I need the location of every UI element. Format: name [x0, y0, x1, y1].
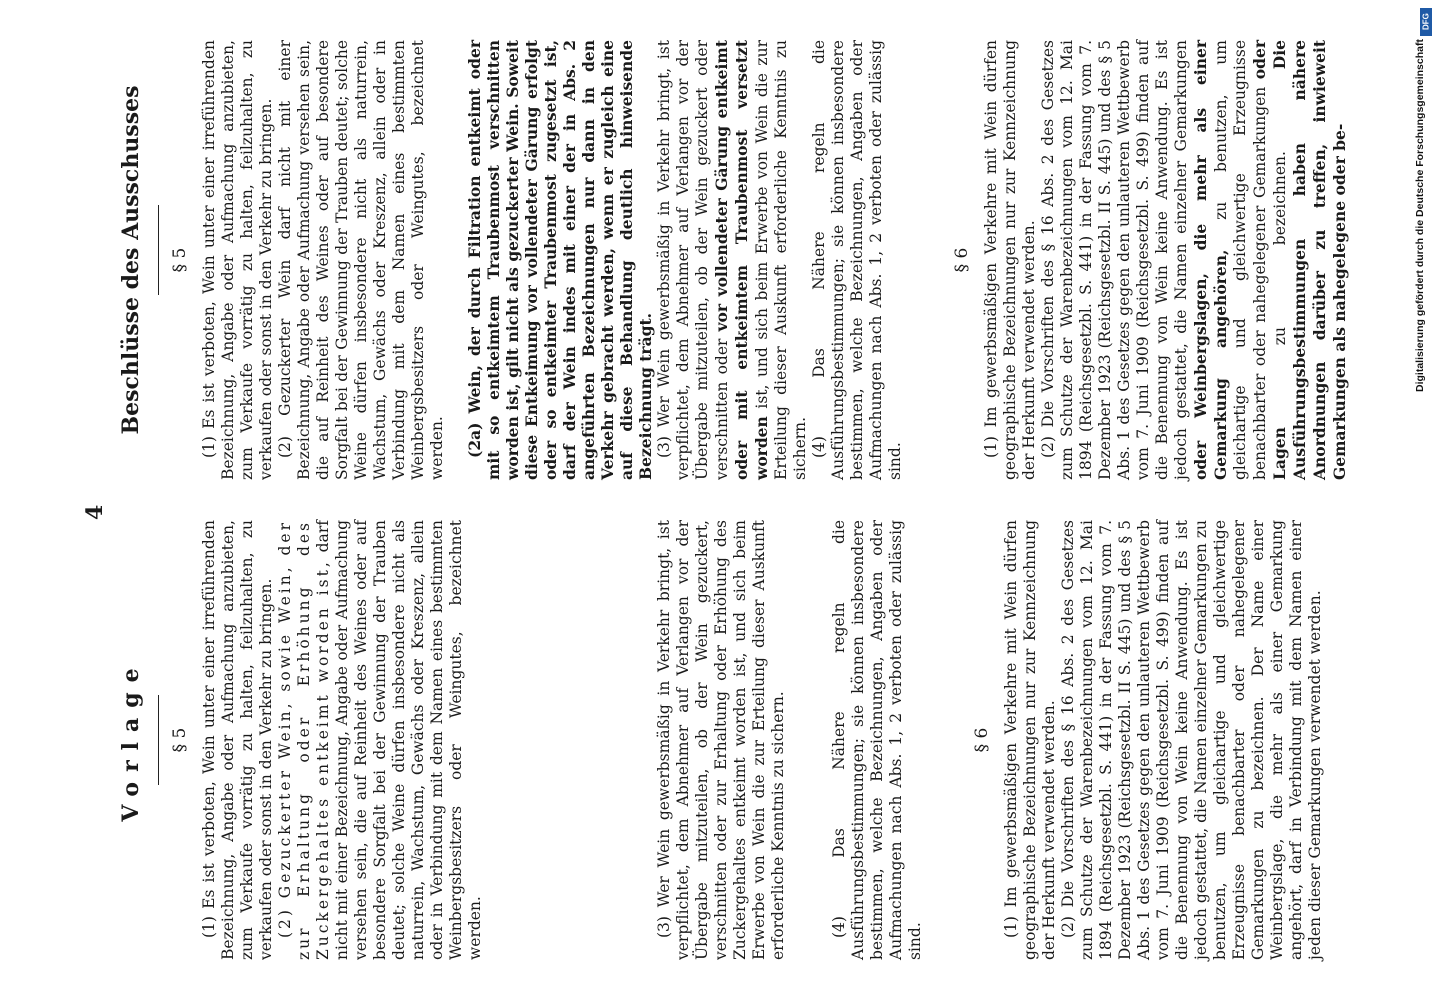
right-sec5-paragraph-1: (1) Es ist verboten, Wein unter einer irreführenden Bezeichnung, Angabe oder Aufmachung anzubieten, zum Verkaufe vorrätig zu halten, feilzuhalten, zu verkaufen oder sonst in den Verkehr zu bringen. [200, 40, 275, 480]
right-sec6-p2-part-c: zu benutzen, um gleichartige und gleichwertige Erzeugnisse benachbarter oder nahegelegener Gemarkungen [1212, 40, 1269, 480]
right-sec6-p2-amendment-2: oder Lagen [1250, 40, 1289, 480]
right-sec6-p2-part-e: zu bezeichnen. [1271, 69, 1289, 428]
right-sec5-p3-amendment: vor vollendeter Gärung entkeimt oder mit entkeimtem Traubenmost versetzt worden [712, 40, 771, 480]
right-sec5-paragraph-2a: (2a) Wein, der durch Filtration entkeimt oder mit so entkeimtem Traubenmost verschnitten worden ist, gilt nicht als gezuckerter Wein. Soweit diese Entkeimung vor vollendeter Gärung erfolgt oder so entkeimter Traubenmost zugesetzt ist, darf der Wein indes mit einer der in Abs. 2 angeführten Bezeichnungen nur dann in den Verkehr gebracht werden, wenn er zugleich eine auf diese Behandlung deutlich hinweisende Bezeichnung trägt. [465, 40, 655, 480]
left-sec5-paragraph-1: (1) Es ist verboten, Wein unter einer irreführenden Bezeichnung, Angabe oder Aufmachung anzubieten, zum Verkaufe vorrätig zu halten, feilzuhalten, zu verkaufen oder sonst in den Verkehr zu bringen. [200, 520, 275, 960]
right-sec5-paragraph-2: (2) Gezuckerter Wein darf nicht mit einer Bezeichnung, Angabe oder Aufmachung versehen sein, die auf Reinheit des Weines oder auf besondere Sorgfalt bei der Gewinnung der Trauben deutet; solche Weine dürfen insbesondere nicht als naturrein, Wachstum, Gewächs oder Kreszenz, allein oder in Verbindung mit dem Namen eines bestimmten Weinbergsbesitzers oder Weingutes, bezeichnet werden. [276, 40, 446, 480]
right-sec6-p2-amendment-1: oder Weinbergslagen, die mehr als einer Gemarkung angehören, [1191, 40, 1230, 480]
right-section-6-title: § 6 [952, 247, 972, 273]
left-section-5-title: § 5 [170, 727, 190, 753]
left-sec5-paragraph-2 [276, 520, 485, 960]
left-sec5-p2-spaced: (2) Gezuckerter Wein, sowie Wein, der zur Erhaltung oder Erhöhung des Zuckergehaltes entkeimt worden ist, [276, 520, 332, 960]
left-section-6-title: § 6 [972, 727, 992, 753]
digitization-sidebar [1408, 0, 1434, 1000]
right-heading-rule [158, 205, 159, 295]
right-sec6-p2-amendment-3: Die Ausführungsbestimmungen haben nähere Anordnungen darüber zu treffen, inwieweit Gemarkungen als nahegelegene oder be- [1270, 40, 1349, 480]
left-sec6-paragraph-1: (1) Im gewerbsmäßigen Verkehre mit Wein dürfen geographische Bezeichnungen nur zur Kennzeichnung der Herkunft verwendet werden. [1002, 520, 1058, 960]
left-column [165, 520, 1325, 960]
right-sec5-p3-start: (3) Wer Wein gewerbsmäßig in Verkehr bringt, ist verpflichtet, dem Abnehmer auf Verlangen vor der Übergabe mitzuteilen, ob der Wein gezuckert oder verschnitten oder [655, 40, 731, 480]
digitization-credit: Digitalisierung gefördert durch die Deutsche Forschungsgemeinschaft [1414, 39, 1426, 392]
right-sec6-paragraph-1: (1) Im gewerbsmäßigen Verkehre mit Wein dürfen geographische Bezeichnungen nur zur Kennzeichnung der Herkunft verwendet werden. [982, 40, 1038, 480]
right-sec6-p2-part-a: (2) Die Vorschriften des § 16 Abs. 2 des Gesetzes zum Schutze der Warenbezeichnungen vom 12. Mai 1894 (Reichsgesetzbl. S. 441) in der Fassung vom 7. Dezember 1923 (Reichsgesetzbl. II S. 445) und des § 5 Abs. 1 des Gesetzes gegen den unlauteren Wettbewerb vom 7. Juni 1909 (Reichsgesetzbl. S. 499) finden auf die Benennung von Wein keine Anwendung. Es ist jedoch gestattet, die Namen einzelner Gemarkungen [1039, 40, 1190, 480]
page-number: 4 [82, 504, 108, 520]
right-section-5-title: § 5 [170, 247, 190, 273]
right-sec5-p3-end: ist, und sich beim Erwerbe von Wein die zur Erteilung dieser Auskunft erforderliche Kenntnis zu sichern. [753, 40, 809, 480]
right-sec6-paragraph-2 [1039, 40, 1350, 480]
right-column [165, 40, 1350, 480]
left-column-heading: Vorlage [118, 658, 144, 822]
left-sec6-paragraph-2: (2) Die Vorschriften des § 16 Abs. 2 des Gesetzes zum Schutze der Warenbezeichnungen vom 12. Mai 1894 (Reichsgesetzbl. S. 441) in der Fassung vom 7. Dezember 1923 (Reichsgesetzbl. II S. 445) und des § 5 Abs. 1 des Gesetzes gegen den unlauteren Wettbewerb vom 7. Juni 1909 (Reichsgesetzbl. S. 499) finden auf die Benennung von Wein keine Anwendung. Es ist jedoch gestattet, die Namen einzelner Gemarkungen zu benutzen, um gleichartige und gleichwertige Erzeugnisse benachbarter oder nahegelegener Gemarkungen zu bezeichnen. Der Name einer Weinbergslage, die mehr als einer Gemarkung angehört, darf in Verbindung mit dem Namen einer jeden dieser Gemarkungen verwendet werden. [1059, 520, 1324, 960]
dfg-logo-icon: DFG [1420, 8, 1432, 36]
right-column-heading: Beschlüsse des Ausschusses [118, 85, 144, 435]
left-heading-rule [158, 695, 159, 785]
left-sec5-p2-rest: darf nicht mit einer Bezeichnung, Angabe oder Aufmachung versehen sein, die auf Reinheit des Weines oder auf besondere Sorgfalt bei der Gewinnung der Trauben deutet; solche Weine dürfen insbesondere nicht als naturrein, Wachstum, Gewächs oder Kreszenz, allein oder in Verbindung mit dem Namen eines bestimmten Weinbergsbesitzers oder Weingutes, bezeichnet werden. [314, 520, 484, 960]
left-sec5-paragraph-3: (3) Wer Wein gewerbsmäßig in Verkehr bringt, ist verpflichtet, dem Abnehmer auf Verlangen vor der Übergabe mitzuteilen, ob der Wein gezuckert, verschnitten oder zur Erhaltung oder Erhöhung des Zuckergehaltes entkeimt worden ist, und sich beim Erwerbe von Wein die zur Erteilung dieser Auskunft erforderliche Kenntnis zu sichern. [655, 520, 787, 960]
right-sec5-paragraph-4: (4) Das Nähere regeln die Ausführungsbestimmungen; sie können insbesondere bestimmen, welche Bezeichnungen, Angaben oder Aufmachungen nach Abs. 1, 2 verboten oder zulässig sind. [810, 40, 904, 480]
right-sec5-paragraph-3 [655, 40, 810, 480]
left-sec5-paragraph-4: (4) Das Nähere regeln die Ausführungsbestimmungen; sie können insbesondere bestimmen, welche Bezeichnungen, Angaben oder Aufmachungen nach Abs. 1, 2 verboten oder zulässig sind. [830, 520, 924, 960]
